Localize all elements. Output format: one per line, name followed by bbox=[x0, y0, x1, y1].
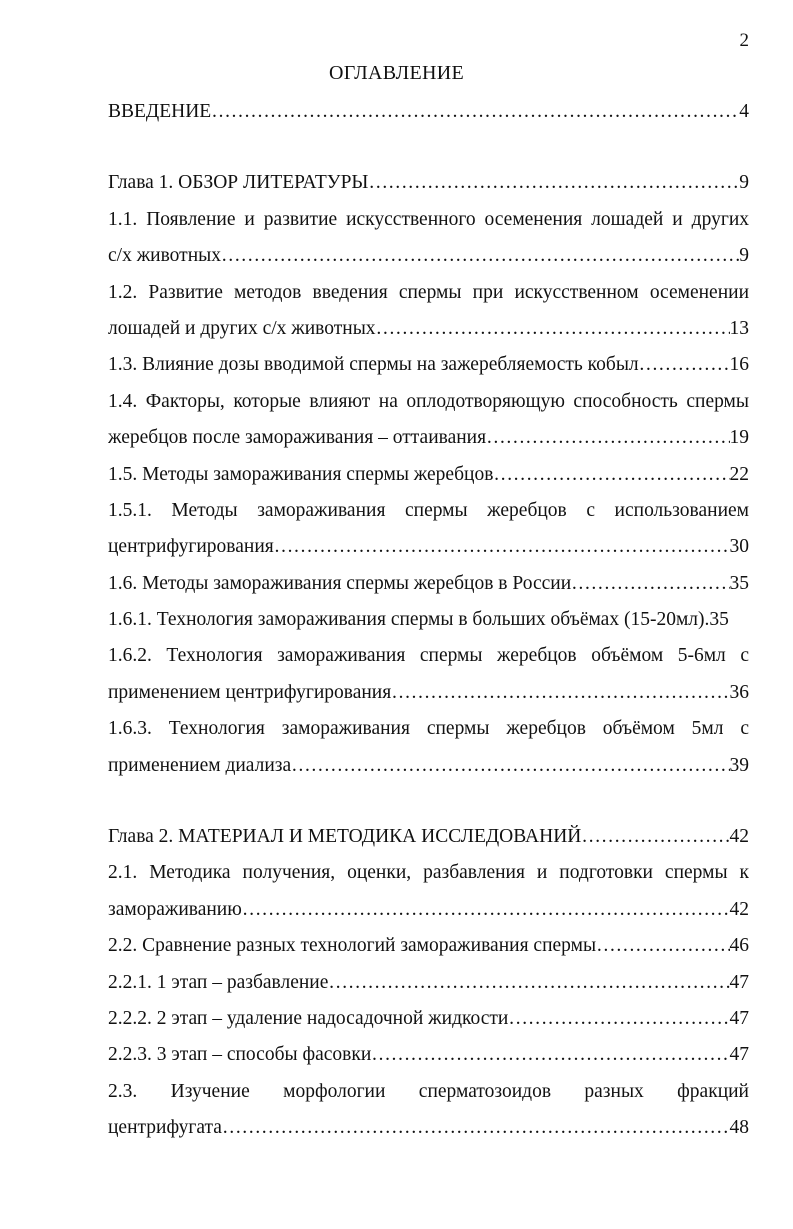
toc-entry-1-2[interactable] bbox=[108, 311, 749, 347]
toc-entry-text: замораживанию bbox=[108, 898, 242, 920]
leader-dots bbox=[596, 928, 729, 964]
leader-dots bbox=[291, 748, 729, 784]
leader-dots bbox=[211, 94, 739, 130]
toc-entry-page: 22 bbox=[729, 463, 749, 485]
page-number: 2 bbox=[739, 30, 749, 51]
toc-entry-chapter-1[interactable] bbox=[108, 165, 749, 201]
leader-dots bbox=[486, 420, 729, 456]
toc-entry-text: 2.2.2. 2 этап – удаление надосадочной жидкости bbox=[108, 1007, 509, 1029]
toc-entry-2-3[interactable] bbox=[108, 1110, 749, 1146]
toc-entry-text: применением центрифугирования bbox=[108, 681, 392, 703]
toc-entry-page: 36 bbox=[729, 681, 749, 703]
toc-entry-chapter-2[interactable] bbox=[108, 819, 749, 855]
leader-dots bbox=[376, 311, 730, 347]
toc-entry-text: Глава 1. ОБЗОР ЛИТЕРАТУРЫ bbox=[108, 172, 369, 194]
toc-entry-text: 2.2.3. 3 этап – способы фасовки bbox=[108, 1044, 372, 1066]
toc-entry-1-5-1-line1[interactable]: 1.5.1. Методы замораживания спермы жеребцов с использованием bbox=[108, 499, 749, 521]
toc-entry-1-1-line1[interactable]: 1.1. Появление и развитие искусственного осеменения лошадей и других bbox=[108, 208, 749, 230]
leader-dots bbox=[391, 675, 729, 711]
toc-entry-text: 2.2. Сравнение разных технологий замораживания спермы bbox=[108, 935, 597, 957]
toc-entry-text: 1.6.1. Технология замораживания спермы в больших объёмах (15-20мл). bbox=[108, 609, 710, 631]
leader-dots bbox=[493, 457, 729, 493]
toc-entry-page: 13 bbox=[729, 317, 749, 339]
toc-entry-2-2-1[interactable] bbox=[108, 965, 749, 1001]
toc-entry-text: 1.3. Влияние дозы вводимой спермы на зажеребляемость кобыл bbox=[108, 354, 639, 376]
toc-entry-page: 35 bbox=[729, 572, 749, 594]
toc-entry-text: центрифугирования bbox=[108, 536, 274, 558]
toc-entry-2-1[interactable] bbox=[108, 892, 749, 928]
leader-dots bbox=[571, 566, 729, 602]
toc-entry-1-5[interactable] bbox=[108, 457, 749, 493]
toc-entry-text: лошадей и других с/х животных bbox=[108, 317, 376, 339]
leader-dots bbox=[639, 347, 730, 383]
leader-dots bbox=[368, 165, 739, 201]
toc-entry-text: жеребцов после замораживания – оттаивания bbox=[108, 427, 487, 449]
toc-entry-introduction[interactable] bbox=[108, 94, 749, 130]
toc-entry-text: центрифугата bbox=[108, 1117, 222, 1139]
toc-entry-text: применением диализа bbox=[108, 754, 292, 776]
toc-entry-page: 42 bbox=[729, 826, 749, 848]
toc-entry-1-2-line1[interactable]: 1.2. Развитие методов введения спермы при искусственном осеменении bbox=[108, 281, 749, 303]
toc-entry-page: 19 bbox=[729, 427, 749, 449]
toc-entry-1-4[interactable] bbox=[108, 420, 749, 456]
toc-entry-page: 42 bbox=[729, 898, 749, 920]
toc-entry-1-3[interactable] bbox=[108, 347, 749, 383]
toc-entry-page: 48 bbox=[729, 1117, 749, 1139]
toc-entry-1-6-3-line1[interactable]: 1.6.3. Технология замораживания спермы жеребцов объёмом 5мл с bbox=[108, 718, 749, 740]
toc-entry-1-6-3[interactable] bbox=[108, 748, 749, 784]
toc-entry-2-2-3[interactable] bbox=[108, 1037, 749, 1073]
toc-entry-text: 2.2.1. 1 этап – разбавление bbox=[108, 971, 329, 993]
toc-entry-text: 1.6. Методы замораживания спермы жеребцов в России bbox=[108, 572, 572, 594]
toc-entry-page: 47 bbox=[729, 1044, 749, 1066]
toc-entry-text: Глава 2. МАТЕРИАЛ И МЕТОДИКА ИССЛЕДОВАНИЙ bbox=[108, 826, 582, 848]
table-of-contents bbox=[108, 94, 749, 1147]
toc-entry-2-1-line1[interactable]: 2.1. Методика получения, оценки, разбавления и подготовки спермы к bbox=[108, 862, 749, 884]
toc-entry-1-6-2-line1[interactable]: 1.6.2. Технология замораживания спермы жеребцов объёмом 5-6мл с bbox=[108, 645, 749, 667]
toc-entry-1-4-line1[interactable]: 1.4. Факторы, которые влияют на оплодотворяющую способность спермы bbox=[108, 390, 749, 412]
toc-entry-1-6[interactable] bbox=[108, 566, 749, 602]
leader-dots bbox=[371, 1037, 729, 1073]
toc-entry-1-6-1[interactable] bbox=[108, 602, 749, 638]
toc-entry-text: с/х животных bbox=[108, 245, 221, 267]
leader-dots bbox=[274, 529, 730, 565]
leader-dots bbox=[221, 238, 739, 274]
toc-entry-page: 9 bbox=[739, 172, 749, 194]
toc-entry-page: 47 bbox=[729, 1007, 749, 1029]
leader-dots bbox=[222, 1110, 730, 1146]
toc-entry-2-3-line1[interactable]: 2.3. Изучение морфологии сперматозоидов разных фракций bbox=[108, 1080, 749, 1102]
toc-entry-1-6-2[interactable] bbox=[108, 675, 749, 711]
toc-entry-page: 39 bbox=[729, 754, 749, 776]
toc-entry-page: 4 bbox=[739, 101, 749, 122]
leader-dots bbox=[328, 965, 729, 1001]
toc-entry-1-5-1[interactable] bbox=[108, 529, 749, 565]
toc-entry-1-1[interactable] bbox=[108, 238, 749, 274]
toc-entry-page: 46 bbox=[729, 935, 749, 957]
leader-dots bbox=[242, 892, 730, 928]
toc-title: ОГЛАВЛЕНИЕ bbox=[329, 62, 464, 84]
toc-entry-page: 30 bbox=[729, 536, 749, 558]
toc-entry-text: 1.5. Методы замораживания спермы жеребцов bbox=[108, 463, 494, 485]
leader-dots bbox=[581, 819, 729, 855]
toc-entry-page: 47 bbox=[729, 971, 749, 993]
toc-entry-text: ВВЕДЕНИЕ bbox=[108, 101, 212, 122]
toc-entry-page: 16 bbox=[729, 354, 749, 376]
leader-dots bbox=[508, 1001, 729, 1037]
toc-entry-2-2-2[interactable] bbox=[108, 1001, 749, 1037]
toc-entry-page: 35 bbox=[709, 609, 729, 631]
toc-entry-2-2[interactable] bbox=[108, 928, 749, 964]
toc-entry-page: 9 bbox=[739, 245, 749, 267]
